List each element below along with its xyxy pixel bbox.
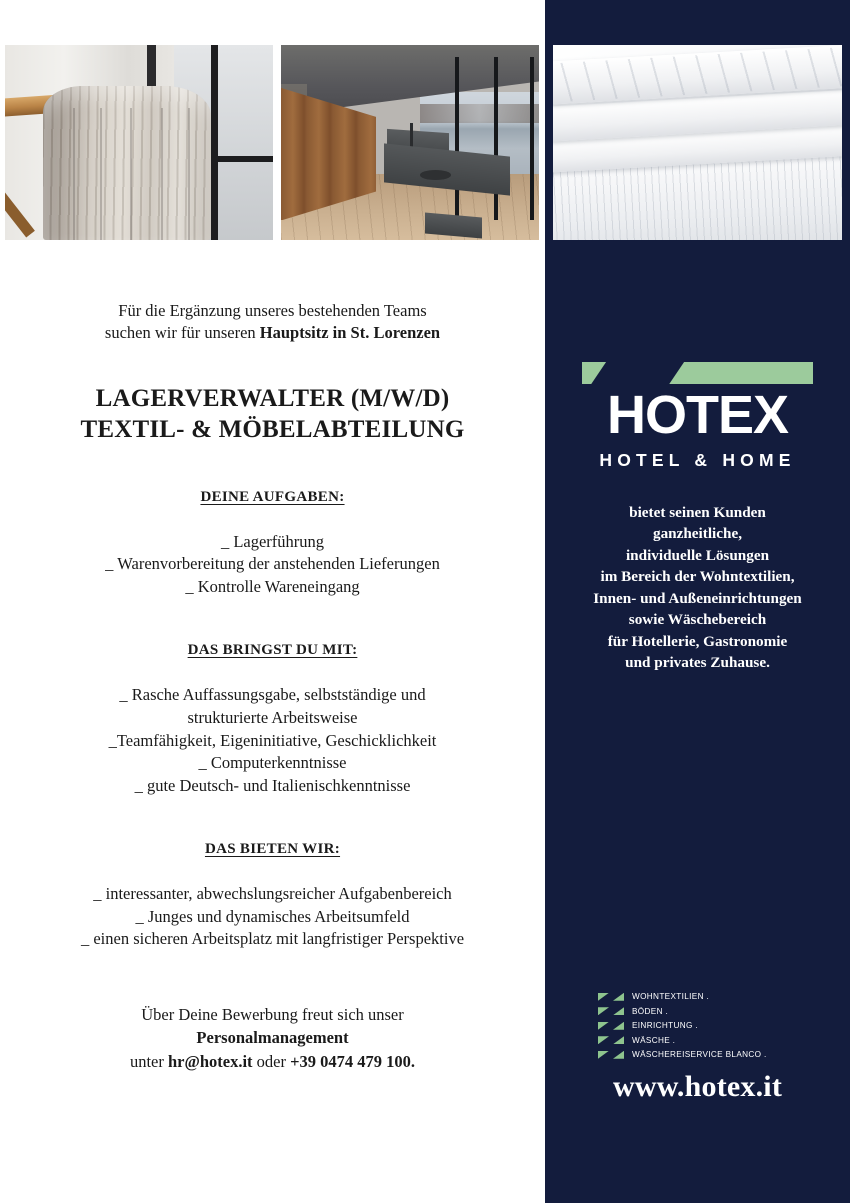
- section-requirements-list: [0, 684, 545, 797]
- photo-white-bedding-mattress: [553, 45, 842, 240]
- contact-phone[interactable]: +39 0474 479 100.: [290, 1051, 416, 1071]
- job-title-line-2: TEXTIL- & MÖBELABTEILUNG: [80, 415, 465, 443]
- intro-paragraph: [0, 300, 545, 345]
- list-item: _ Warenvorbereitung der anstehenden Lieferungen: [105, 554, 440, 574]
- contact-email[interactable]: hr@hotex.it: [168, 1051, 253, 1071]
- section-offer: [0, 841, 545, 951]
- company-description-line: Innen- und Außeneinrichtungen: [593, 589, 802, 607]
- list-item: _ Lagerführung: [220, 531, 325, 551]
- service-label: WÄSCHEREISERVICE BLANCO .: [632, 1050, 767, 1060]
- logo-tagline: HOTEL & HOME: [599, 450, 796, 471]
- photo2-tray: [420, 170, 451, 180]
- company-description-line: sowie Wäschebereich: [628, 611, 767, 629]
- section-offer-list: [0, 883, 545, 951]
- photo-textile-throw-on-chair: [5, 45, 273, 240]
- photo-strip: [0, 45, 850, 240]
- section-tasks-list: [0, 531, 545, 599]
- closing-department: [0, 1026, 545, 1049]
- photo2-treeline: [420, 104, 539, 124]
- company-description: [557, 502, 838, 673]
- list-item: strukturierte Arbeitsweise: [187, 707, 358, 727]
- service-label: WÄSCHE .: [632, 1035, 676, 1045]
- list-item: [598, 1019, 828, 1033]
- double-triangle-icon: [598, 1022, 628, 1030]
- logo-diagonal-slash-icon: [587, 362, 687, 384]
- photo2-bench: [425, 212, 482, 238]
- list-item: _ Kontrolle Wareneingang: [185, 576, 360, 596]
- double-triangle-icon: [598, 1051, 628, 1059]
- headquarters-location: Hauptsitz in St. Lorenzen: [259, 323, 441, 343]
- closing-contact-line: [0, 1050, 545, 1073]
- section-tasks-heading: DEINE AUFGABEN:: [200, 488, 345, 505]
- services-list: [598, 990, 828, 1063]
- intro-line-2: [0, 322, 545, 344]
- logo-green-bar: [582, 362, 813, 384]
- job-title-line-1: LAGERVERWALTER (M/W/D): [95, 384, 450, 412]
- double-triangle-icon: [598, 1007, 628, 1015]
- contact-conjunction: oder: [252, 1051, 291, 1071]
- page-title: [0, 383, 545, 445]
- company-description-line: im Bereich der Wohntextilien,: [600, 568, 795, 586]
- company-description-line: bietet seinen Kunden: [629, 504, 766, 521]
- section-tasks: [0, 489, 545, 599]
- photo2-glazing-bar-3: [455, 57, 459, 221]
- list-item: _ Computerkenntnisse: [198, 753, 347, 773]
- service-label: BÖDEN .: [632, 1006, 669, 1016]
- photo-modern-kitchen-interior: [281, 45, 539, 240]
- list-item: [598, 1048, 828, 1062]
- section-requirements-heading: DAS BRINGST DU MIT:: [187, 642, 358, 659]
- service-label: WOHNTEXTILIEN .: [632, 992, 710, 1002]
- company-description-line: ganzheitliche,: [652, 525, 742, 543]
- closing-line-1: Über Deine Bewerbung freut sich unser: [141, 1005, 404, 1025]
- double-triangle-icon: [598, 1036, 628, 1044]
- section-requirements: [0, 642, 545, 797]
- intro-line-2-prefix: suchen wir für unseren: [104, 323, 260, 343]
- photo1-window-mullion-vertical: [211, 45, 218, 240]
- logo-wordmark: HOTEX: [606, 385, 789, 445]
- section-offer-heading: DAS BIETEN WIR:: [204, 841, 341, 858]
- list-item: _ Rasche Auffassungsgabe, selbstständige und: [119, 685, 426, 705]
- list-item: [598, 1005, 828, 1019]
- photo1-knitted-throw: [43, 86, 212, 240]
- list-item: [598, 1034, 828, 1048]
- application-contact-block: [0, 1003, 545, 1073]
- list-item: _ Junges und dynamisches Arbeitsumfeld: [135, 906, 410, 926]
- contact-prefix: unter: [129, 1051, 168, 1071]
- list-item: _Teamfähigkeit, Eigeninitiative, Geschicklichkeit: [108, 730, 437, 750]
- job-content-column: [0, 240, 545, 1203]
- list-item: _ gute Deutsch- und Italienischkenntnisse: [134, 775, 411, 795]
- photo2-glazing-bar-1: [530, 57, 534, 221]
- service-label: EINRICHTUNG .: [632, 1021, 698, 1031]
- company-description-line: und privates Zuhause.: [625, 653, 770, 671]
- department-name: Personalmanagement: [196, 1028, 349, 1048]
- double-triangle-icon: [598, 993, 628, 1001]
- list-item: [598, 990, 828, 1004]
- website-url[interactable]: www.hotex.it: [612, 1070, 783, 1103]
- intro-line-1: Für die Ergänzung unseres bestehenden Teams: [118, 301, 427, 320]
- photo2-glazing-bar-2: [494, 57, 498, 221]
- hotex-logo: [570, 362, 825, 471]
- list-item: _ einen sicheren Arbeitsplatz mit langfristiger Perspektive: [80, 929, 465, 949]
- company-description-line: für Hotellerie, Gastronomie: [607, 632, 788, 650]
- list-item: _ interessanter, abwechslungsreicher Aufgabenbereich: [93, 884, 452, 904]
- company-description-line: individuelle Lösungen: [625, 546, 770, 564]
